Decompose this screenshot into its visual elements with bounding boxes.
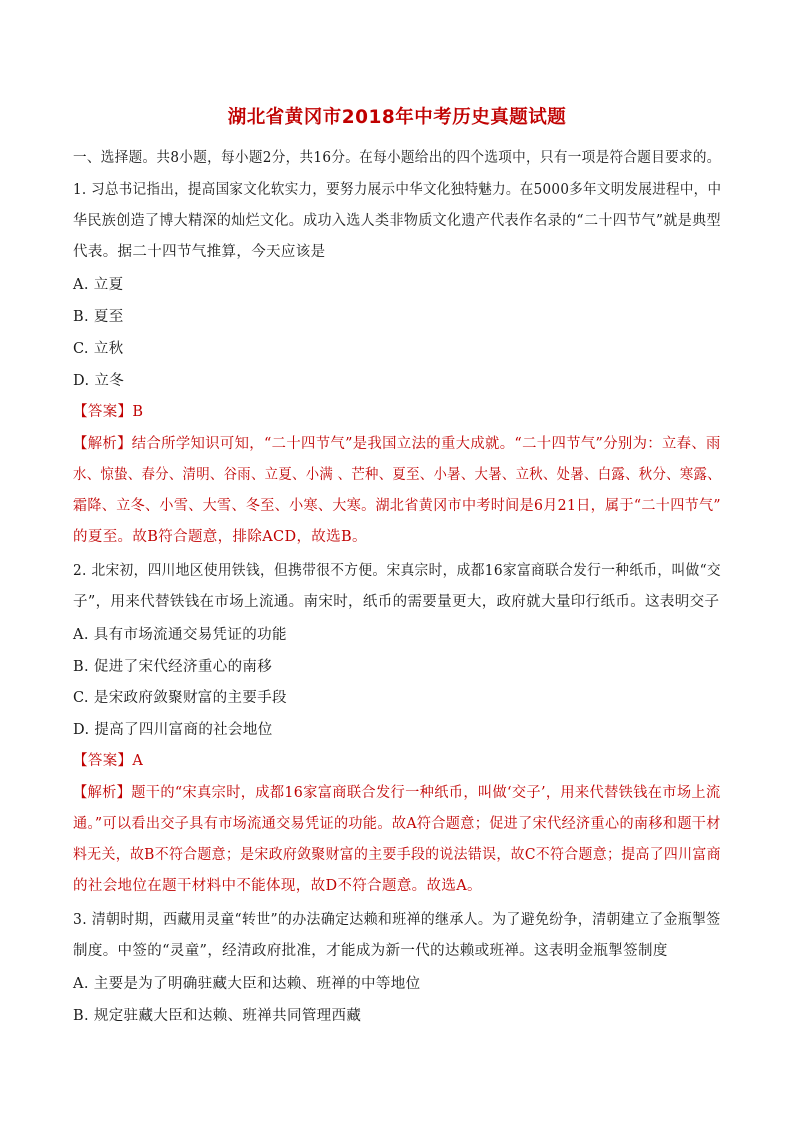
q1-option-d: D. 立冬 <box>73 373 125 389</box>
q2-analysis-line-2: 通。”可以看出交子具有市场流通交易凭证的功能。故A符合题意；促进了宋代经济重心的南移和题干材 <box>73 816 721 832</box>
question-2-line-1: 2. 北宋初，四川地区使用铁钱，但携带很不方便。宋真宗时，成都16家富商联合发行一种纸币，叫做“交 <box>73 563 721 579</box>
q1-analysis-line-1: 【解析】结合所学知识可知，“二十四节气”是我国立法的重大成就。“二十四节气”分别为：立春、雨 <box>73 436 721 452</box>
q3-option-b: B. 规定驻藏大臣和达赖、班禅共同管理西藏 <box>73 1008 362 1024</box>
q2-analysis-line-1: 【解析】题干的“宋真宗时，成都16家富商联合发行一种纸币，叫做‘交子’，用来代替铁钱在市场上流 <box>73 785 721 801</box>
q1-analysis-line-2: 水、惊蛰、春分、清明、谷雨、立夏、小满 、芒种、夏至、小暑、大暑、立秋、处暑、白露、秋分、寒露、 <box>73 467 721 483</box>
q2-option-b: B. 促进了宋代经济重心的南移 <box>73 659 273 675</box>
question-1-line-1: 1. 习总书记指出，提高国家文化软实力，要努力展示中华文化独特魅力。在5000多年文明发展进程中，中 <box>73 182 722 198</box>
q1-analysis-line-3: 霜降、立冬、小雪、大雪、冬至、小寒、大寒。湖北省黄冈市中考时间是6月21日，属于“二十四节气” <box>73 498 721 514</box>
q1-answer: 【答案】B <box>73 404 144 420</box>
q2-analysis-line-4: 的社会地位在题干材料中不能体现，故D不符合题意。故选A。 <box>73 878 482 894</box>
question-1-line-3: 代表。据二十四节气推算，今天应该是 <box>73 244 326 260</box>
q2-analysis-line-3: 料无关，故B不符合题意；是宋政府敛聚财富的主要手段的说法错误，故C不符合题意；提高了四川富商 <box>73 847 721 863</box>
q1-analysis-line-4: 的夏至。故B符合题意，排除ACD，故选B。 <box>73 529 367 545</box>
question-1-line-2: 华民族创造了博大精深的灿烂文化。成功入选人类非物质文化遗产代表作名录的“二十四节气”就是典型 <box>73 213 721 229</box>
section-instruction: 一、选择题。共8小题，每小题2分，共16分。在每小题给出的四个选项中，只有一项是符合题目要求的。 <box>73 150 721 166</box>
q2-option-c: C. 是宋政府敛聚财富的主要手段 <box>73 690 287 706</box>
q1-option-b: B. 夏至 <box>73 309 124 325</box>
q3-option-a: A. 主要是为了明确驻藏大臣和达赖、班禅的中等地位 <box>73 976 421 992</box>
question-2-line-2: 子”，用来代替铁钱在市场上流通。南宋时，纸币的需要量更大，政府就大量印行纸币。这表明交子 <box>73 594 720 610</box>
page-title: 湖北省黄冈市2018年中考历史真题试题 <box>227 107 567 128</box>
q2-option-a: A. 具有市场流通交易凭证的功能 <box>73 627 287 643</box>
q2-answer: 【答案】A <box>73 753 144 769</box>
q2-option-d: D. 提高了四川富商的社会地位 <box>73 722 273 738</box>
q1-option-c: C. 立秋 <box>73 341 124 357</box>
question-3-line-1: 3. 清朝时期，西藏用灵童“转世”的办法确定达赖和班禅的继承人。为了避免纷争，清朝建立了金瓶掣签 <box>73 912 721 928</box>
question-3-line-2: 制度。中签的“灵童”，经清政府批准，才能成为新一代的达赖或班禅。这表明金瓶掣签制度 <box>73 943 668 959</box>
q1-option-a: A. 立夏 <box>73 277 124 293</box>
